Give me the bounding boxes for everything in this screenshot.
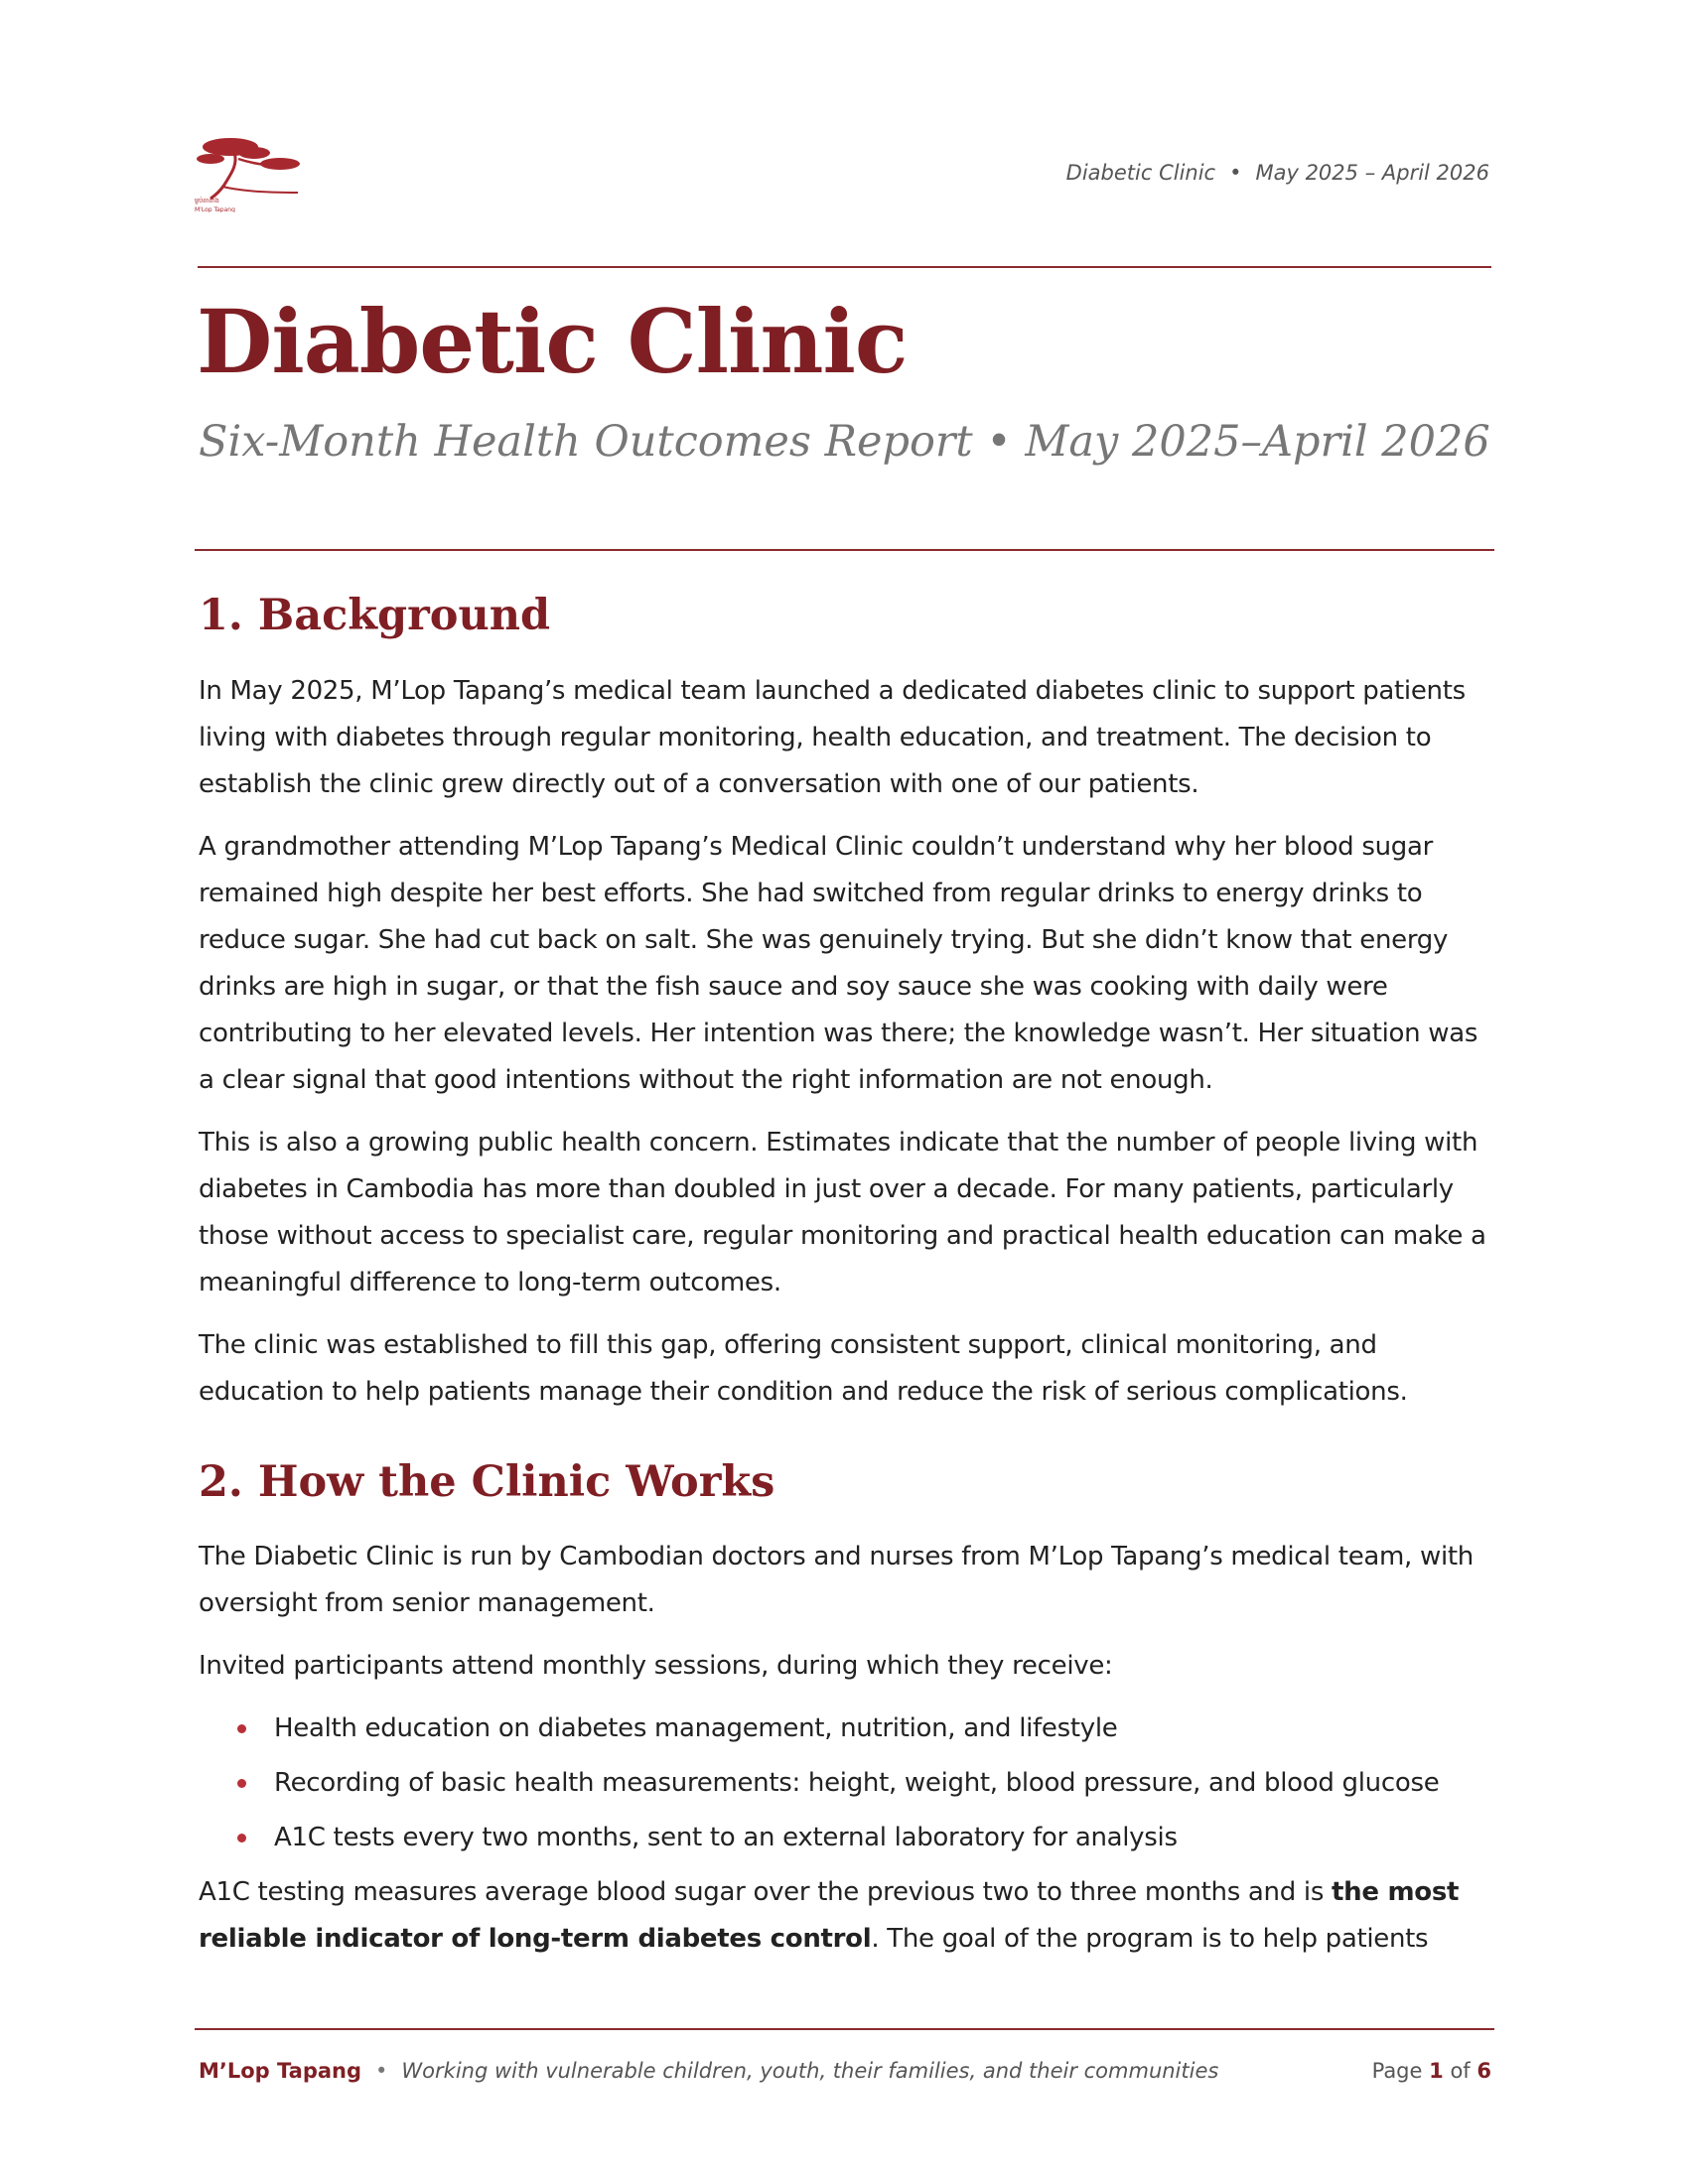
section-heading-how-clinic-works: 2. How the Clinic Works	[199, 1456, 775, 1507]
report-body	[199, 591, 1499, 1963]
paragraph: In May 2025, M’Lop Tapang’s medical team launched a dedicated diabetes clinic to support patients living with diabetes through regular monitoring, health education, and treatment. The decision to establish the clinic grew directly out of a conversation with one of our patients.	[199, 675, 1466, 799]
list-item: A1C tests every two months, sent to an external laboratory for analysis	[199, 1815, 1499, 1861]
bullet-icon	[237, 1834, 246, 1843]
header-section: Diabetic Clinic	[1065, 161, 1216, 185]
emphasis-text: the most reliable indicator of long-term diabetes control	[199, 1877, 1460, 1955]
footer-separator: •	[375, 2059, 388, 2083]
title-rule	[195, 549, 1494, 551]
page-subtitle: Six-Month Health Outcomes Report • May 2025–April 2026	[199, 417, 1490, 467]
header-separator: •	[1229, 161, 1242, 185]
logo-text: M'Lop Tapang	[195, 206, 235, 212]
mlop-tapang-logo	[195, 133, 304, 212]
footer-org-name: M’Lop Tapang	[199, 2059, 362, 2083]
tree-logo-icon	[195, 133, 304, 212]
paragraph-a1c: A1C testing measures average blood sugar over the previous two to three months and is the most reliable indicator of long-term diabetes control. The goal of the program is to help patients	[199, 1877, 1460, 1955]
page-number: Page 1 of 6	[1371, 2059, 1491, 2083]
list-item: Health education on diabetes management, nutrition, and lifestyle	[199, 1706, 1499, 1752]
bullet-icon	[237, 1724, 246, 1733]
paragraph: A grandmother attending M’Lop Tapang’s Medical Clinic couldn’t understand why her blood sugar remained high despite her best efforts. She had switched from regular drinks to energy drinks to reduce sugar. She had cut back on salt. She was genuinely trying. But she didn’t know that energy drinks are high in sugar, or that the fish sauce and soy sauce she was cooking with daily were contributing to her elevated levels. Her intention was there; the knowledge wasn’t. Her situation was a clear signal that good intentions without the right information are not enough.	[199, 831, 1478, 1095]
paragraph: The Diabetic Clinic is run by Cambodian doctors and nurses from M’Lop Tapang’s medical team, with oversight from senior management.	[199, 1542, 1474, 1619]
logo-khmer-text: ម្លប់តាពាង	[195, 197, 219, 205]
running-header	[1066, 161, 1489, 185]
paragraph: The clinic was established to fill this gap, offering consistent support, clinical monitoring, and education to help patients manage their condition and reduce the risk of serious complications.	[199, 1329, 1408, 1407]
page-footer	[199, 2059, 1491, 2083]
header-period: May 2025 – April 2026	[1255, 161, 1489, 185]
services-list	[199, 1706, 1499, 1861]
footer-tagline: Working with vulnerable children, youth, their families, and their communities	[401, 2059, 1219, 2083]
page-title: Diabetic Clinic	[197, 290, 908, 393]
paragraph: This is also a growing public health concern. Estimates indicate that the number of people living with diabetes in Cambodia has more than doubled in just over a decade. For many patients, particularly those without access to specialist care, regular monitoring and practical health education can make a meaningful difference to long-term outcomes.	[199, 1127, 1486, 1297]
footer-rule	[195, 2028, 1494, 2030]
bullet-icon	[237, 1779, 246, 1788]
section-heading-background: 1. Background	[199, 591, 551, 640]
list-item: Recording of basic health measurements: height, weight, blood pressure, and blood glucose	[199, 1760, 1499, 1807]
header-rule	[198, 266, 1491, 268]
paragraph: Invited participants attend monthly sessions, during which they receive:	[199, 1651, 1113, 1682]
